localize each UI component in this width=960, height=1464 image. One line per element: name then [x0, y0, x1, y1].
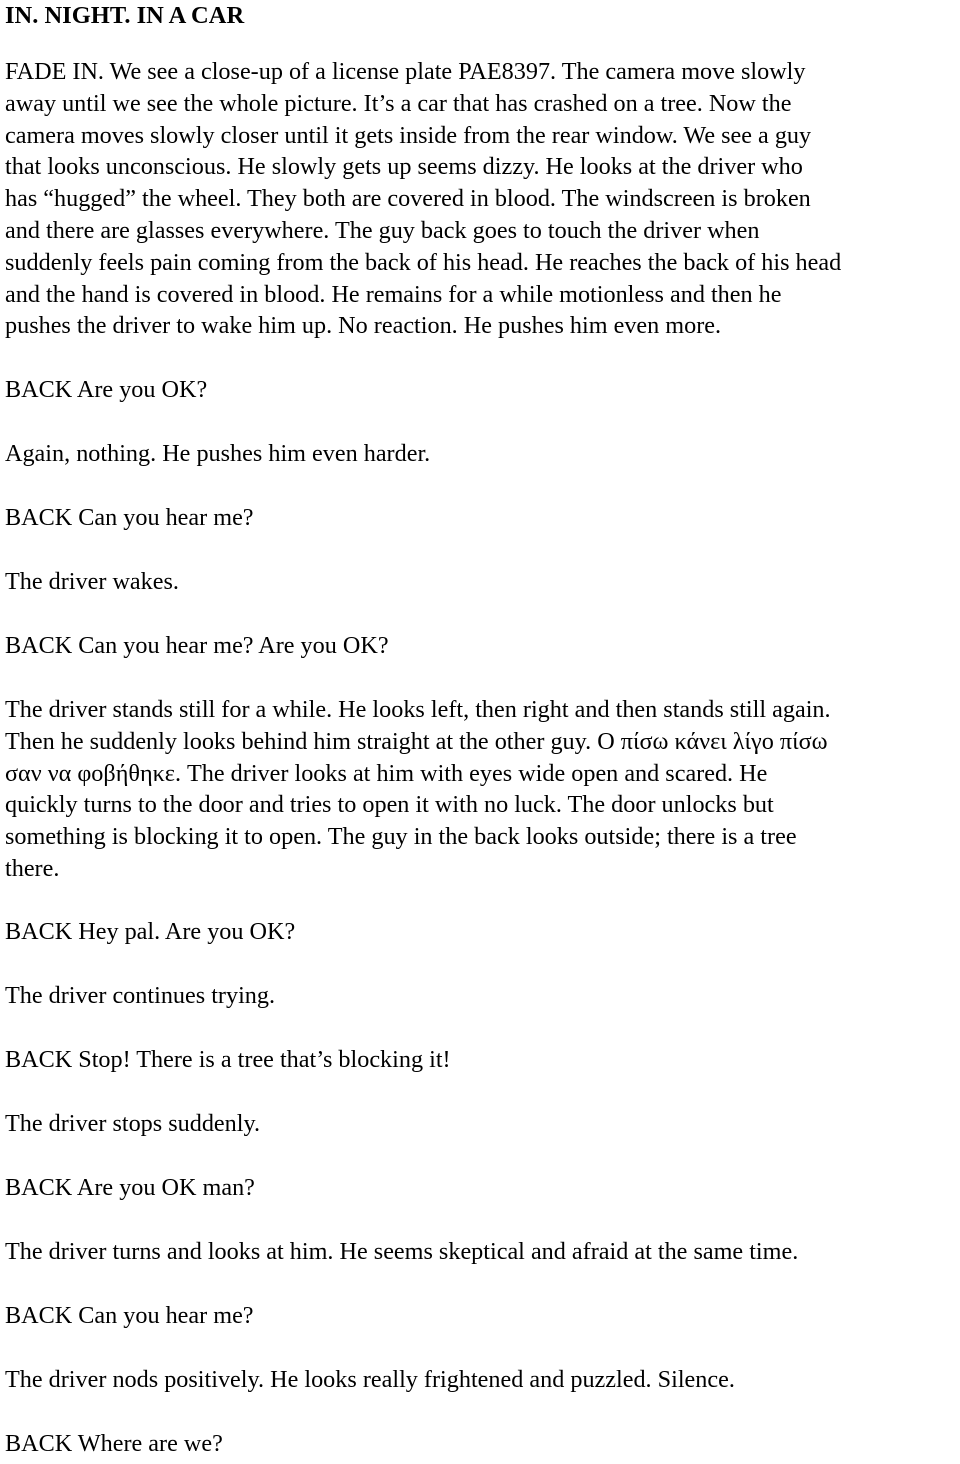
- text-line: BACK Are you OK man?: [5, 1174, 255, 1201]
- text-line: away until we see the whole picture. It’s a car that has crashed on a tree. Now the: [5, 89, 792, 117]
- text-line: FADE IN. We see a close-up of a license plate PAE8397. The camera move slowly: [5, 58, 806, 85]
- text-line: The driver stands still for a while. He looks left, then right and then stands still again.: [5, 696, 831, 723]
- text-line: BACK Hey pal. Are you OK?: [5, 918, 296, 945]
- script-paragraph: [5, 916, 960, 948]
- text-line: The driver continues trying.: [5, 982, 276, 1009]
- script-paragraph: [5, 1428, 960, 1460]
- text-line: there.: [5, 854, 60, 882]
- text-line: camera moves slowly closer until it gets inside from the rear window. We see a guy: [5, 121, 812, 149]
- script-paragraph: [5, 1364, 960, 1396]
- script-paragraph: [5, 630, 960, 662]
- script-paragraph: [5, 1044, 960, 1076]
- text-line: BACK Can you hear me?: [5, 1302, 254, 1329]
- script-paragraph: [5, 56, 960, 342]
- text-line: BACK Stop! There is a tree that’s blocking it!: [5, 1046, 451, 1073]
- text-line: and there are glasses everywhere. The guy back goes to touch the driver when: [5, 216, 760, 244]
- text-line: pushes the driver to wake him up. No reaction. He pushes him even more.: [5, 312, 722, 340]
- text-line: The driver nods positively. He looks really frightened and puzzled. Silence.: [5, 1366, 735, 1393]
- text-line: and the hand is covered in blood. He remains for a while motionless and then he: [5, 280, 782, 308]
- text-line: has “hugged” the wheel. They both are covered in blood. The windscreen is broken: [5, 185, 811, 213]
- text-line: quickly turns to the door and tries to open it with no luck. The door unlocks but: [5, 791, 774, 819]
- script-paragraph: [5, 694, 960, 885]
- script-paragraph: [5, 502, 960, 534]
- script-paragraph: [5, 980, 960, 1012]
- text-line: BACK Are you OK?: [5, 376, 208, 403]
- text-line: Again, nothing. He pushes him even harder.: [5, 440, 431, 467]
- script-paragraph: [5, 374, 960, 406]
- text-line: σαν να φοβήθηκε. The driver looks at him with eyes wide open and scared. He: [5, 759, 768, 787]
- text-line: something is blocking it to open. The guy in the back looks outside; there is a tree: [5, 823, 797, 851]
- script-paragraph: [5, 438, 960, 470]
- text-line: The driver turns and looks at him. He seems skeptical and afraid at the same time.: [5, 1238, 799, 1265]
- text-line: suddenly feels pain coming from the back of his head. He reaches the back of his head: [5, 248, 842, 276]
- scene-heading: IN. NIGHT. IN A CAR: [5, 2, 245, 29]
- text-line: BACK Where are we?: [5, 1430, 223, 1457]
- text-line: BACK Can you hear me? Are you OK?: [5, 632, 389, 659]
- text-line: BACK Can you hear me?: [5, 504, 254, 531]
- text-line: The driver stops suddenly.: [5, 1110, 261, 1137]
- script-paragraph: [5, 1108, 960, 1140]
- text-line: Then he suddenly looks behind him straight at the other guy. Ο πίσω κάνει λίγο πίσω: [5, 727, 828, 755]
- text-line: that looks unconscious. He slowly gets up seems dizzy. He looks at the driver who: [5, 153, 803, 181]
- script-paragraph: [5, 1236, 960, 1268]
- script-paragraph: [5, 1172, 960, 1204]
- script-paragraph: [5, 566, 960, 598]
- script-paragraph: [5, 1300, 960, 1332]
- text-line: The driver wakes.: [5, 568, 179, 595]
